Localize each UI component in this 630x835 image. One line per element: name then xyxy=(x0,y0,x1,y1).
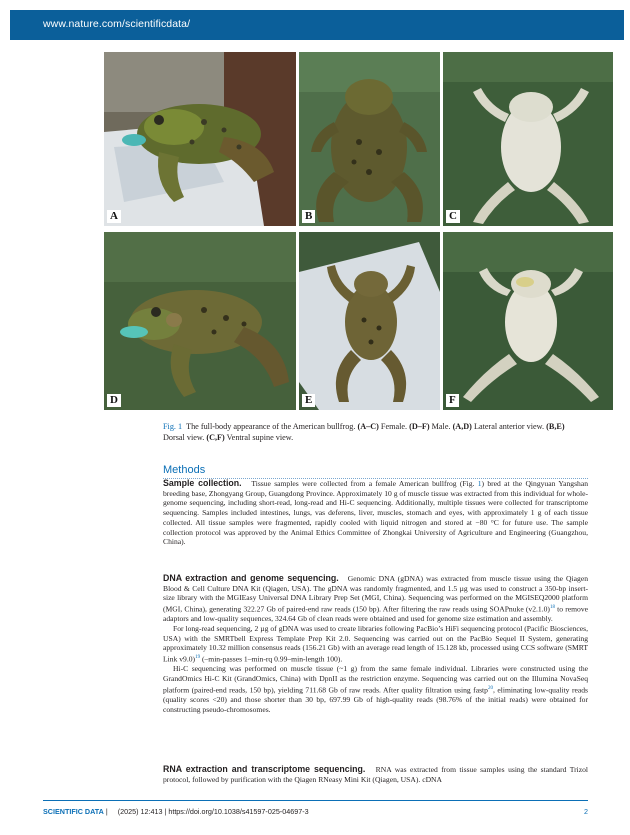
footer-separator: | xyxy=(105,807,108,816)
body-text: RNA was extracted from tissue samples using the standard Trizol protocol, followed by purification with the Qiagen RNeasy Mini Kit (Qiagen, USA). cDNA xyxy=(163,765,588,784)
caption-bold: (A–C) xyxy=(357,422,379,431)
caption-bold: (A,D) xyxy=(452,422,472,431)
page-number: 2 xyxy=(584,807,588,816)
dna-extraction-section xyxy=(163,574,588,714)
journal-header-bar xyxy=(10,10,624,40)
photo-male-dorsal-view xyxy=(299,232,440,410)
journal-url[interactable]: www.nature.com/scientificdata/ xyxy=(43,18,191,30)
figure-panel-b xyxy=(299,52,440,226)
photo-female-dorsal-view xyxy=(299,52,440,226)
figure-panel-e xyxy=(299,232,440,410)
panel-label: C xyxy=(446,210,460,223)
citation-link[interactable]: 19 xyxy=(195,655,201,661)
body-text: , eliminating low-quality reads (quality scores <20) and those shorter than 30 bp, 697.99 Gb of high-quality reads (98.76% of the initial reads) were obtained for constructing pseudo-chromosomes. xyxy=(163,685,588,714)
caption-bold: (D–F) xyxy=(409,422,430,431)
panel-label: B xyxy=(302,210,315,223)
figure-caption xyxy=(163,421,588,443)
body-text: Genomic DNA (gDNA) was extracted from muscle tissue using the Qiagen Blood & Cell Culture DNA Kit (Qiagen, USA). The gDNA was randomly fragmented, and 1.5 µg was used to construct a 350-bp insert-size library with the MGIEasy Universal DNA Library Prep Set (MGI, China). Sequencing was performed on the MGISEQ2000 platform (MGI, China), generating 322.27 Gb of paired-end raw reads (150 bp). After filtering the raw reads using SOAPnuke (v2.1.0) xyxy=(163,574,588,614)
caption-text: Lateral anterior view. xyxy=(471,422,547,431)
body-text: ) bred at the Qingyuan Yangshan breeding base, Zhongyang Group, Guangdong Province. Approximately 10 g of muscle tissue was extracted from this individual for whole-genome sequencing, including short-read, long-read and Hi-C sequencing. Additionally, multiple tissues were collected for transcriptome sequencing. Samples included intestines, lungs, vas deferens, liver, muscles, stomach and eyes, with approximately 1 g of each tissue collected. All tissue samples were fragmented, rapidly cooled with liquid nitrogen and stored at −80 °C for future use. The sample collection protocol was approved by the Animal Ethics Committee of Zhongkai University of Agriculture and Engineering (Guangzhou, China). xyxy=(163,479,589,547)
body-text: to remove adaptors and low-quality sequences, 324.64 Gb of clean reads were obtained and used for genome size estimation and assembly. xyxy=(163,604,588,624)
page-footer xyxy=(43,800,588,816)
panel-label: A xyxy=(107,210,121,223)
panel-label: E xyxy=(302,394,315,407)
journal-name: SCIENTIFIC DATA xyxy=(43,807,104,816)
figure-panel-c xyxy=(443,52,613,226)
body-text: Hi-C sequencing was performed on muscle tissue (~1 g) from the same female individual. Libraries were constructed using the GrandOmics Hi-C Kit (GrandOmics, China) with DpnII as the restriction enzyme. Sequencing was carried out on the Illumina NovaSeq platform (paired-end reads, 150 bp), yielding 711.68 Gb of raw reads. After quality filtration using fastp xyxy=(163,664,588,695)
caption-text: The full-body appearance of the American bullfrog. xyxy=(186,422,358,431)
figure-panel-a xyxy=(104,52,296,226)
doi-citation-link[interactable]: (2025) 12:413 | https://doi.org/10.1038/s41597-025-04697-3 xyxy=(117,807,309,816)
photo-female-lateral-view xyxy=(104,52,296,226)
citation-link[interactable]: 20 xyxy=(487,685,493,691)
section-heading: RNA extraction and transcriptome sequencing. xyxy=(163,764,366,774)
body-text: (–min-passes 1–min-rq 0.99–min-length 100). xyxy=(200,654,343,664)
figure-reference-link[interactable]: 1 xyxy=(477,479,482,488)
figure-label: Fig. 1 xyxy=(163,422,183,431)
sample-collection-section xyxy=(163,479,588,547)
methods-heading: Methods xyxy=(163,464,206,476)
photo-male-ventral-view xyxy=(443,232,613,410)
caption-text: Ventral supine view. xyxy=(224,433,294,442)
body-text: For long-read sequencing, 2 µg of gDNA was used to create libraries following PacBio’s HiFi sequencing protocol (Pacific Biosciences, USA) with the SMRTbell Express Template Prep Kit 2.0. Sequencing was carried out on the PacBio Sequel II System, generating approximately 10.32 million consensus reads (156.21 Gb) with an average read length of 15.128 kb, processed using CCS software (SMRT Link v9.0) xyxy=(163,624,588,664)
caption-text: Male. xyxy=(429,422,453,431)
figure-panel-d xyxy=(104,232,296,410)
citation-link[interactable]: 18 xyxy=(549,605,555,611)
caption-bold: (C,F) xyxy=(206,433,225,442)
caption-text: Female. xyxy=(378,422,410,431)
caption-text: Dorsal view. xyxy=(163,433,207,442)
section-heading: Sample collection. xyxy=(163,478,242,488)
caption-bold: (B,E) xyxy=(546,422,565,431)
body-text: Tissue samples were collected from a female American bullfrog (Fig. xyxy=(251,479,478,488)
panel-label: F xyxy=(446,394,459,407)
figure-1-grid xyxy=(104,52,513,410)
section-heading: DNA extraction and genome sequencing. xyxy=(163,573,339,583)
photo-male-lateral-view xyxy=(104,232,296,410)
panel-label: D xyxy=(107,394,121,407)
figure-panel-f xyxy=(443,232,613,410)
rna-extraction-section xyxy=(163,765,588,784)
photo-female-ventral-view xyxy=(443,52,613,226)
